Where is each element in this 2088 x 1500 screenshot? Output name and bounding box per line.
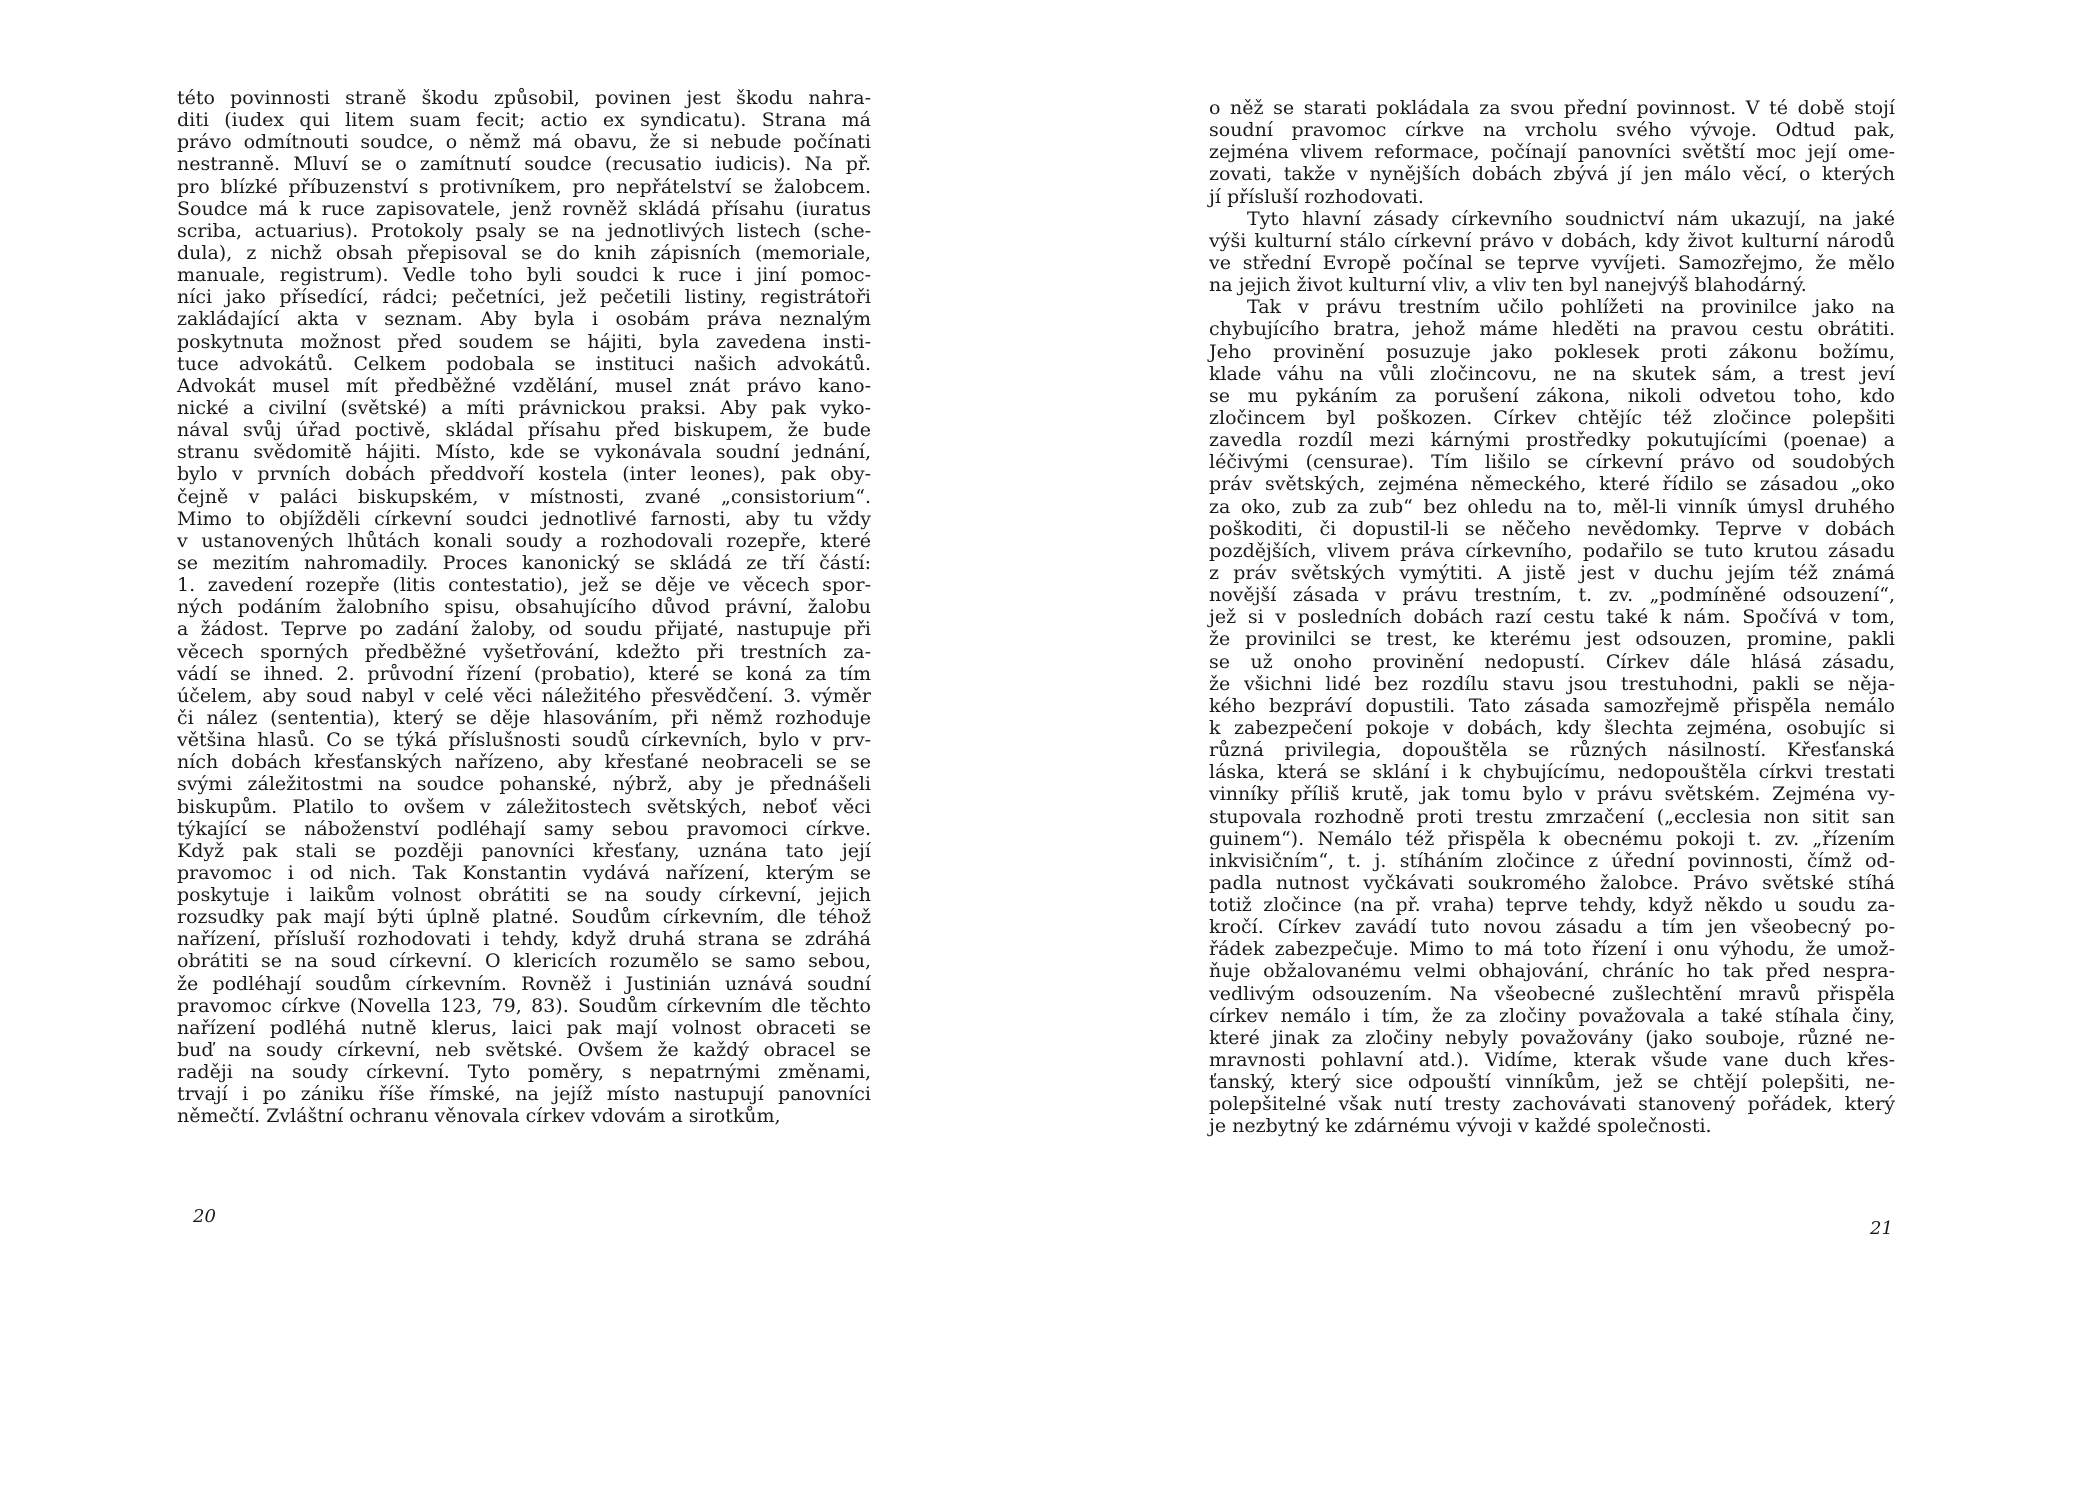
text-line: na jejich život kulturní vliv, a vliv ten byl nanejvýš blahodárný.: [1209, 274, 1807, 297]
text-line: pravomoc církve (Novella 123, 79, 83). Soudům církevním dle těchto: [177, 994, 871, 1017]
text-line: Tak v právu trestním učilo pohlížeti na provinilce jako na: [1247, 296, 1895, 319]
text-line: jež si v posledních dobách razí cestu také k nám. Spočívá v tom,: [1209, 606, 1895, 629]
text-line: vádí se ihned. 2. průvodní řízení (probatio), které se koná za tím: [177, 662, 871, 685]
text-line: kého bezpráví dopustili. Tato zásada samozřejmě přispěla nemálo: [1209, 694, 1895, 717]
text-line: k zabezpečení pokoje v dobách, kdy šlechta zejména, osobujíc si: [1209, 716, 1895, 739]
text-line: různá privilegia, dopouštěla se různých násilností. Křesťanská: [1209, 739, 1895, 762]
text-line: nické a civilní (světské) a míti právnickou praksi. Aby pak vyko-: [177, 396, 871, 419]
text-line: ťanský, který sice odpouští vinníkům, jež se chtějí polepšiti, ne-: [1209, 1071, 1895, 1094]
text-line: stupovala rozhodně proti trestu zmrzačení („ecclesia non sitit san: [1209, 805, 1895, 828]
text-line: Soudce má k ruce zapisovatele, jenž rovněž skládá přísahu (iuratus: [177, 197, 871, 220]
text-line: věcech sporných předběžné vyšetřování, kdežto při trestních za-: [177, 640, 871, 663]
text-line: za oko, zub za zub“ bez ohledu na to, měl-li vinník úmysl druhého: [1209, 495, 1895, 518]
text-line: se mu pykáním za porušení zákona, nikoli odvetou toho, kdo: [1209, 384, 1895, 407]
text-line: ve střední Evropě počínal se teprve vyvíjeti. Samozřejmo, že mělo: [1209, 251, 1895, 274]
text-line: klade váhu na vůli zločincovu, ne na skutek sám, a trest jeví: [1209, 362, 1895, 385]
text-line: Jeho provinění posuzuje jako poklesek proti zákonu božímu,: [1209, 340, 1895, 363]
left-page-text: [177, 87, 871, 1128]
text-line: které jinak za zločiny nebyly považovány (jako souboje, různé ne-: [1209, 1026, 1895, 1049]
text-line: většina hlasů. Co se týká příslušnosti soudů církevních, bylo v prv-: [177, 729, 871, 752]
text-line: kročí. Církev zavádí tuto novou zásadu a tím jen všeobecný po-: [1209, 916, 1895, 939]
text-line: výši kulturní stálo církevní právo v dobách, kdy život kulturní národů: [1209, 229, 1895, 252]
text-line: diti (iudex qui litem suam fecit; actio ex syndicatu). Strana má: [177, 109, 871, 132]
text-line: stranu svědomitě hájiti. Místo, kde se vykonávala soudní jednání,: [177, 441, 871, 464]
text-line: že podléhají soudům církevním. Rovněž i Justinián uznává soudní: [177, 972, 871, 995]
text-line: církev nemálo i tím, že za zločiny považovala a také stíhala činy,: [1209, 1004, 1895, 1027]
text-line: guinem“). Nemálo též přispěla k obecnému pokoji t. zv. „řízením: [1209, 827, 1895, 850]
text-line: pravomoc i od nich. Tak Konstantin vydává nařízení, kterým se: [177, 861, 871, 884]
right-page-text: [1209, 97, 1895, 1138]
text-line: či nález (sententia), který se děje hlasováním, při němž rozhoduje: [177, 706, 871, 729]
text-line: vedlivým odsouzením. Na všeobecné zušlechtění mravů přispěla: [1209, 982, 1895, 1005]
right-page: [1044, 0, 2088, 1500]
text-line: Advokát musel mít předběžné vzdělání, musel znát právo kano-: [177, 374, 871, 397]
text-line: poskytuje i laikům volnost obrátiti se na soudy církevní, jejich: [177, 884, 871, 907]
text-line: zejména vlivem reformace, počínají panovníci světští moc její ome-: [1209, 141, 1895, 164]
text-line: tuce advokátů. Celkem podobala se instituci našich advokátů.: [177, 352, 871, 375]
text-line: nařízení podléhá nutně klerus, laici pak mají volnost obraceti se: [177, 1016, 871, 1039]
text-line: práv světských, zejména německého, které řídilo se zásadou „oko: [1209, 473, 1895, 496]
text-line: ních dobách křesťanských nařízeno, aby křesťané neobraceli se se: [177, 751, 871, 774]
text-line: v ustanovených lhůtách konali soudy a rozhodovali rozepře, které: [177, 529, 871, 552]
text-line: ných podáním žalobního spisu, obsahujícího důvod právní, žalobu: [177, 596, 871, 619]
text-line: ňuje obžalovanému velmi obhajování, chráníc ho tak před nespra-: [1209, 960, 1895, 983]
text-line: řádek zabezpečuje. Mimo to má toto řízení i onu výhodu, že umož-: [1209, 938, 1895, 961]
text-line: o něž se starati pokládala za svou přední povinnost. V té době stojí: [1209, 97, 1895, 119]
text-line: pozdějších, vlivem práva církevního, podařilo se tuto krutou zásadu: [1209, 539, 1895, 562]
text-line: láska, která se sklání i k chybujícímu, nedopouštěla církvi trestati: [1209, 761, 1895, 784]
text-line: poskytnuta možnost před soudem se hájiti, byla zavedena insti-: [177, 330, 871, 353]
text-line: manuale, registrum). Vedle toho byli soudci k ruce i jiní pomoc-: [177, 264, 871, 287]
text-line: poškoditi, či dopustil-li se něčeho nevědomky. Teprve v dobách: [1209, 517, 1895, 540]
text-line: obrátiti se na soud církevní. O klericích rozumělo se samo sebou,: [177, 950, 871, 973]
text-line: dula), z nichž obsah přepisoval se do knih zápisních (memoriale,: [177, 241, 871, 264]
text-line: biskupům. Platilo to ovšem v záležitostech světských, neboť věci: [177, 795, 871, 818]
text-line: Mimo to objížděli církevní soudci jednotlivé farnosti, aby tu vždy: [177, 507, 871, 530]
text-line: zavedla rozdíl mezi kárnými prostředky pokutujícími (poenae) a: [1209, 429, 1895, 452]
text-line: raději na soudy církevní. Tyto poměry, s nepatrnými změnami,: [177, 1061, 871, 1084]
text-line: jí přísluší rozhodovati.: [1209, 185, 1424, 208]
text-line: Tyto hlavní zásady církevního soudnictví nám ukazují, na jaké: [1247, 207, 1895, 230]
text-line: účelem, aby soud nabyl v celé věci náležitého přesvědčení. 3. výměr: [177, 684, 871, 707]
text-line: scriba, actuarius). Protokoly psaly se na jednotlivých listech (sche-: [177, 219, 871, 242]
text-line: níci jako přísedící, rádci; pečetníci, jež pečetili listiny, registrátoři: [177, 286, 871, 309]
text-line: zovati, takže v nynějších dobách zbývá jí jen málo věcí, o kterých: [1209, 163, 1895, 186]
text-line: bylo v prvních dobách předdvoří kostela (inter leones), pak oby-: [177, 463, 871, 486]
text-line: totiž zločince (na př. vraha) teprve tehdy, když někdo u soudu za-: [1209, 894, 1895, 917]
text-line: nařízení, přísluší rozhodovati i tehdy, když druhá strana se zdráhá: [177, 928, 871, 951]
text-line: rozsudky pak mají býti úplně platné. Soudům církevním, dle téhož: [177, 906, 871, 929]
text-line: vinníky příliš krutě, jak tomu bylo v právu světském. Zejména vy-: [1209, 783, 1895, 806]
text-line: právo odmítnouti soudce, o němž má obavu, že si nebude počínati: [177, 131, 871, 154]
text-line: z práv světských vymýtiti. A jistě jest v duchu jejím též známá: [1209, 561, 1895, 584]
text-line: mravnosti pohlavní atd.). Vidíme, kterak všude vane duch křes-: [1209, 1049, 1895, 1072]
text-line: zakládající akta v seznam. Aby byla i osobám práva neznalým: [177, 308, 871, 331]
text-line: je nezbytný ke zdárnému vývoji v každé společnosti.: [1209, 1115, 1712, 1138]
text-line: léčivými (censurae). Tím lišilo se církevní právo od soudobých: [1209, 451, 1895, 474]
text-line: inkvisičním“, t. j. stíháním zločince z úřední povinnosti, čímž od-: [1209, 849, 1895, 872]
text-line: pro blízké příbuzenství s protivníkem, pro nepřátelství se žalobcem.: [177, 175, 871, 198]
text-line: nával svůj úřad poctivě, skládal přísahu před biskupem, že bude: [177, 419, 871, 442]
text-line: němečtí. Zvláštní ochranu věnovala církev vdovám a sirotkům,: [177, 1105, 781, 1128]
text-line: a žádost. Teprve po zadání žaloby, od soudu přijaté, nastupuje při: [177, 618, 871, 641]
text-line: čejně v paláci biskupském, v místnosti, zvané „consistorium“.: [177, 485, 871, 508]
text-line: chybujícího bratra, jehož máme hleděti na pravou cestu obrátiti.: [1209, 318, 1895, 341]
text-line: Když pak stali se později panovníci křesťany, uznána tato její: [177, 839, 871, 862]
text-line: nestranně. Mluví se o zamítnutí soudce (recusatio iudicis). Na př.: [177, 153, 871, 176]
text-line: že všichni lidé bez rozdílu stavu jsou trestuhodni, pakli se něja-: [1209, 672, 1895, 695]
page-number-right: 21: [1870, 1218, 1893, 1239]
text-line: této povinnosti straně škodu způsobil, povinen jest škodu nahra-: [177, 87, 871, 109]
text-line: trvají i po zániku říše římské, na jejíž místo nastupují panovníci: [177, 1083, 871, 1106]
text-line: se už onoho provinění nedopustí. Církev dále hlásá zásadu,: [1209, 650, 1895, 673]
text-line: se mezitím nahromadily. Proces kanonický se skládá ze tří částí:: [177, 551, 871, 574]
text-line: novější zásada v právu trestním, t. zv. „podmíněné odsouzení“,: [1209, 584, 1895, 607]
text-line: 1. zavedení rozepře (litis contestatio), jež se děje ve věcech spor-: [177, 574, 871, 597]
text-line: zločincem byl poškozen. Církev chtějíc též zločince polepšiti: [1209, 406, 1895, 429]
page-number-left: 20: [193, 1206, 216, 1227]
text-line: padla nutnost vyčkávati soukromého žalobce. Právo světské stíhá: [1209, 871, 1895, 894]
text-line: soudní pravomoc církve na vrcholu svého vývoje. Odtud pak,: [1209, 119, 1895, 142]
text-line: polepšitelné však nutí tresty zachovávati stanovený pořádek, který: [1209, 1093, 1895, 1116]
text-line: svými záležitostmi na soudce pohanské, nýbrž, aby je přednášeli: [177, 773, 871, 796]
text-line: týkající se náboženství podléhají samy sebou pravomoci církve.: [177, 817, 871, 840]
text-line: že provinilci se trest, ke kterému jest odsouzen, promine, pakli: [1209, 628, 1895, 651]
text-line: buď na soudy církevní, neb světské. Ovšem že každý obracel se: [177, 1039, 871, 1062]
